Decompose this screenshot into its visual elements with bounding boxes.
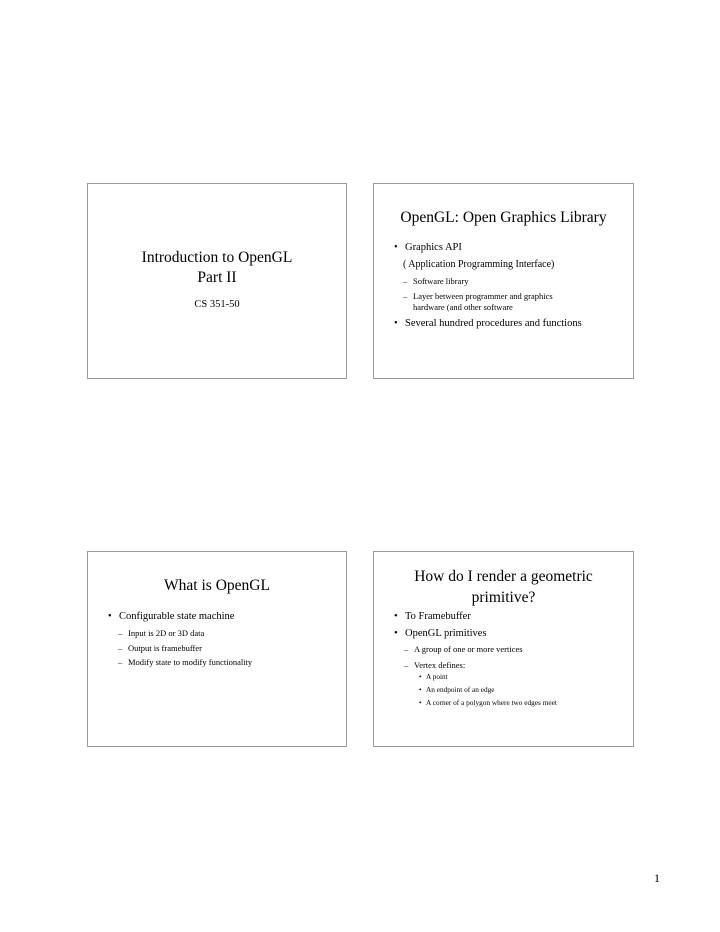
- slide-2-bullet-procedures: • Several hundred procedures and functions: [394, 317, 582, 331]
- slide-3-sub-input: – Input is 2D or 3D data: [118, 628, 204, 639]
- slide-4-subsub-endpoint: • An endpoint of an edge: [419, 685, 495, 695]
- slide-4-subsub-corner: • A corner of a polygon where two edges meet: [419, 698, 557, 708]
- slide-4-title-line1: How do I render a geometric: [414, 568, 593, 585]
- slide-4-sub-vertex-defines: – Vertex defines:: [404, 660, 465, 671]
- slide-4-bullet-primitives: • OpenGL primitives: [394, 627, 487, 641]
- slide-1-title-line1: Introduction to OpenGL: [141, 249, 293, 266]
- page-number: 1: [654, 871, 660, 885]
- slide-4-subsub-point: • A point: [419, 672, 448, 682]
- slide-2-bullet-api-expansion: ( Application Programming Interface): [403, 259, 555, 270]
- slide-2-sub-software-library: – Software library: [403, 276, 468, 287]
- slide-4-sub-group-of-vertices: – A group of one or more vertices: [404, 644, 523, 655]
- slide-2-sub-layer: – Layer between programmer and graphics: [403, 291, 553, 302]
- slide-1-thumbnail: [87, 183, 347, 379]
- slide-2-bullet-graphics-api: • Graphics API: [394, 241, 462, 255]
- slide-4-thumbnail: [373, 551, 634, 747]
- slide-3-sub-output: – Output is framebuffer: [118, 643, 202, 654]
- slide-4-bullet-framebuffer: • To Framebuffer: [394, 610, 471, 624]
- slide-1-title-line2: Part II: [197, 269, 237, 286]
- slide-2-sub-layer-continued: hardware (and other software: [413, 302, 513, 312]
- slide-3-title: What is OpenGL: [164, 577, 270, 594]
- slide-1-subtitle: CS 351-50: [194, 299, 240, 310]
- slide-2-title: OpenGL: Open Graphics Library: [400, 209, 607, 226]
- slide-4-title-line2: primitive?: [471, 589, 536, 606]
- slide-3-bullet-state-machine: • Configurable state machine: [108, 610, 234, 624]
- slide-2-thumbnail: [373, 183, 634, 379]
- slide-3-sub-modify-state: – Modify state to modify functionality: [118, 657, 252, 668]
- slide-3-thumbnail: [87, 551, 347, 747]
